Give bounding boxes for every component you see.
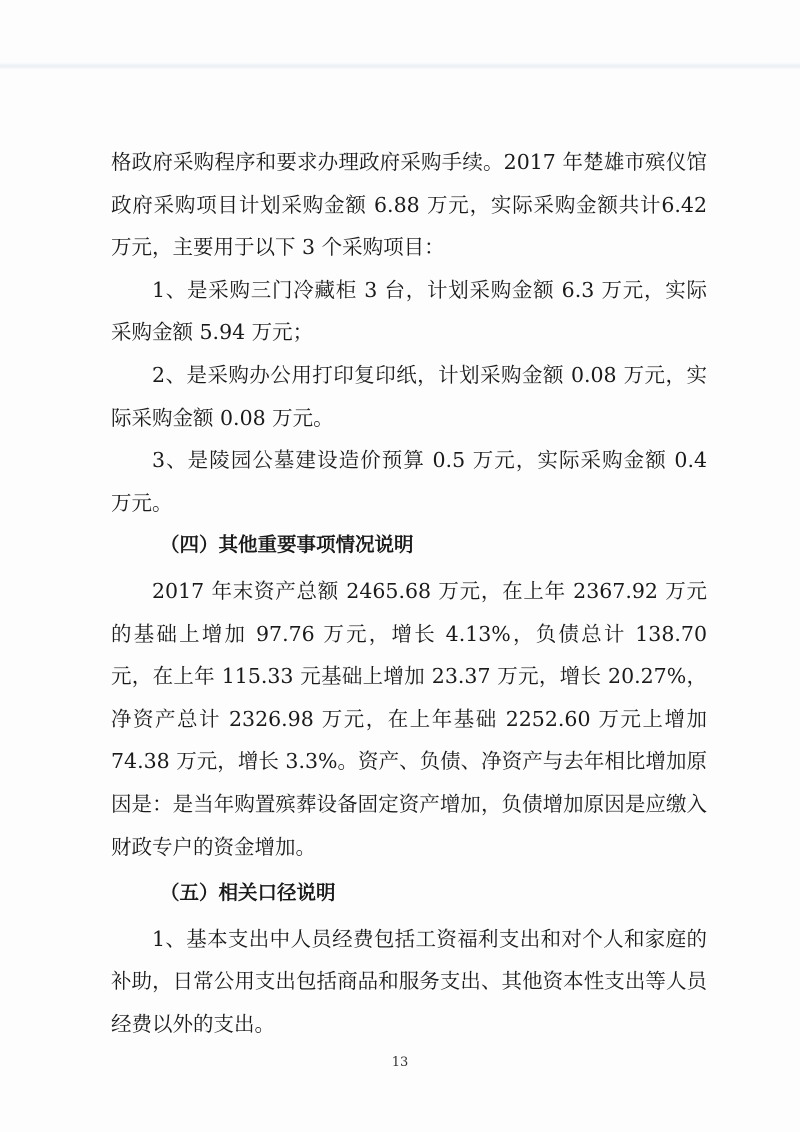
section-4-text: 2017 年末资产总额 2465.68 万元，在上年 2367.92 万元的基础上增加 97.76 万元，增长 4.13%，负债总计 138.70 元，在上年 115.33 元基础上增加 23.37 万元，增长 20.27%，净资产总计 2326.98 万元，在上年基础 2252.60 万元上增加 74.38 万元，增长 3.3%。资产、负债、净资产与去年相比增加原因是：是当年购置殡葬设备固定资产增加，负债增加原因是应缴入财政专户的资金增加。 xyxy=(111,578,707,859)
section-5-text: 1、基本支出中人员经费包括工资福利支出和对个人和家庭的补助，日常公用支出包括商品和服务支出、其他资本性支出等人员经费以外的支出。 xyxy=(111,926,707,1036)
paragraph-procurement-intro: 格政府采购程序和要求办理政府采购手续。2017 年楚雄市殡仪馆政府采购项目计划采购金额 6.88 万元，实际采购金额共计6.42万元，主要用于以下 3 个采购项目： xyxy=(111,150,707,260)
paragraph-item-1: 1、是采购三门冷藏柜 3 台，计划采购金额 6.3 万元，实际采购金额 5.94 万元； xyxy=(111,277,707,345)
page-number: 13 xyxy=(391,1055,409,1070)
scan-band xyxy=(0,62,800,70)
section-4-heading: （四）其他重要事项情况说明 xyxy=(160,533,414,557)
paragraph-item-2: 2、是采购办公用打印复印纸，计划采购金额 0.08 万元，实际采购金额 0.08 万元。 xyxy=(111,362,707,430)
body-text xyxy=(111,141,707,1045)
section-5-heading: （五）相关口径说明 xyxy=(160,881,336,905)
paragraph-item-3: 3、是陵园公墓建设造价预算 0.5 万元，实际采购金额 0.4 万元。 xyxy=(111,448,707,515)
